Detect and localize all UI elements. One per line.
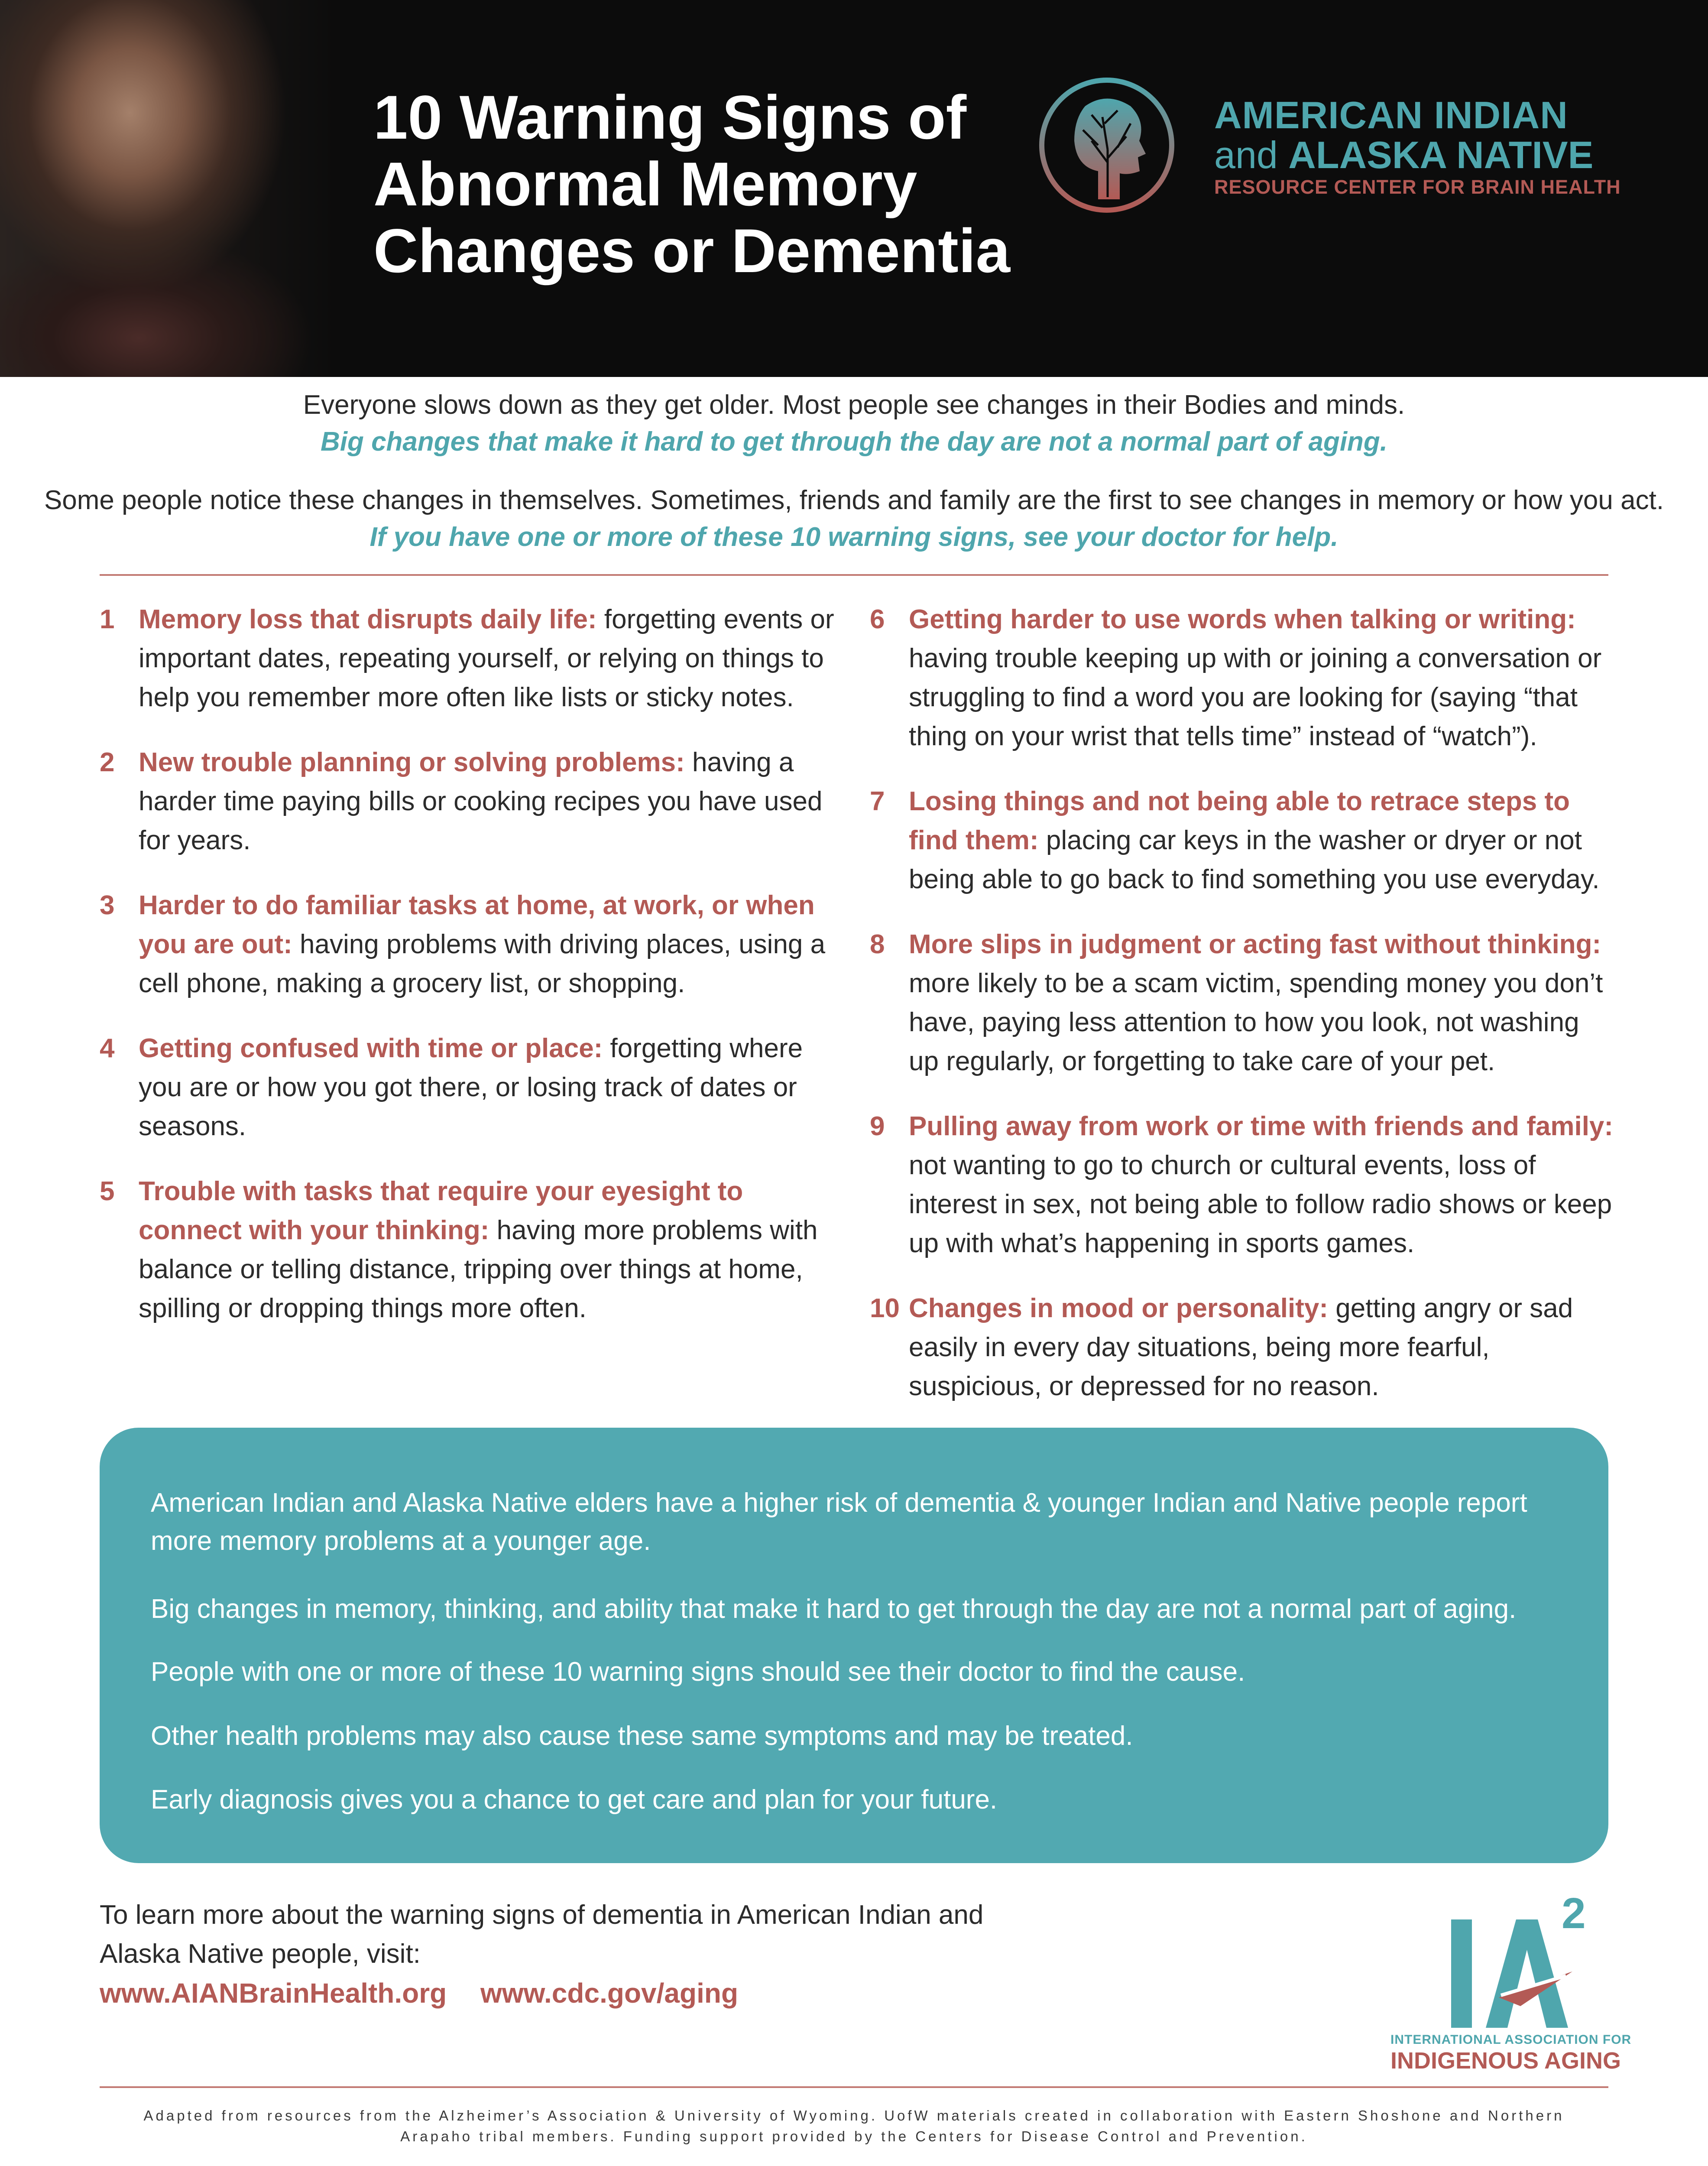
intro-line-1	[0, 386, 1708, 425]
intro-line-4	[0, 518, 1708, 557]
sign-number: 8	[870, 929, 885, 959]
intro-line-3	[0, 481, 1708, 520]
sign-heading: Losing things and not being able to retrace steps to find them:	[909, 786, 1570, 855]
sign-heading: Getting harder to use words when talking or writing:	[909, 604, 1576, 634]
sign-description: more likely to be a scam victim, spending money you don’t have, paying less attention to how you look, not washing up regularly, or forgetting to take care of your pet.	[909, 968, 1603, 1076]
intro-text-3: Some people notice these changes in themselves. Sometimes, friends and family are the first to see changes in memory or how you act.	[44, 485, 1664, 515]
sign-number: 3	[100, 890, 115, 920]
sign-item-8	[870, 925, 1615, 1081]
learn-more-text: To learn more about the warning signs of dementia in American Indian and Alaska Native people, visit:	[100, 1900, 984, 1969]
signs-right-column	[870, 600, 1615, 1432]
org-name-and: and	[1214, 133, 1289, 176]
svg-text:2: 2	[1562, 1893, 1586, 1938]
page-title	[373, 84, 1023, 285]
header-banner	[0, 0, 1708, 377]
sign-heading: Getting confused with time or place:	[139, 1033, 603, 1063]
ia-org-line-1: INTERNATIONAL ASSOCIATION FOR	[1390, 2033, 1632, 2047]
sign-item-4	[100, 1029, 845, 1146]
aian-brain-health-link[interactable]: www.AIANBrainHealth.org	[100, 1978, 447, 2009]
resource-links	[100, 1974, 764, 2013]
sign-number: 10	[870, 1293, 900, 1323]
sign-item-6	[870, 600, 1615, 756]
sign-number: 5	[100, 1176, 115, 1206]
sign-description: having problems with driving places, using a cell phone, making a grocery list, or shopping.	[139, 929, 826, 998]
title-line-2: Abnormal Memory	[373, 150, 917, 219]
title-line-3: Changes or Dementia	[373, 217, 1011, 286]
sign-number: 2	[100, 747, 115, 777]
sign-description: forgetting events or important dates, repeating yourself, or relying on things to help you remember more often like lists or sticky notes.	[139, 604, 834, 712]
sign-item-1	[100, 600, 845, 717]
sign-description: having more problems with balance or telling distance, tripping over things at home, spilling or dropping things more often.	[139, 1215, 818, 1323]
sign-number: 4	[100, 1033, 115, 1063]
key-facts-box	[100, 1428, 1608, 1863]
fact-4: Other health problems may also cause these same symptoms and may be treated.	[151, 1721, 1133, 1751]
fact-3: People with one or more of these 10 warning signs should see their doctor to find the cause.	[151, 1657, 1245, 1687]
cdc-aging-link[interactable]: www.cdc.gov/aging	[480, 1978, 739, 2009]
signs-left-column	[100, 600, 845, 1354]
elder-photo	[0, 0, 338, 377]
brain-tree-icon	[1037, 76, 1176, 214]
divider-bottom	[100, 2086, 1608, 2088]
sign-number: 9	[870, 1111, 885, 1141]
sign-description: forgetting where you are or how you got there, or losing track of dates or seasons.	[139, 1033, 803, 1141]
intro-line-2	[0, 422, 1708, 461]
org-name	[1214, 95, 1656, 199]
credits-line-2: Arapaho tribal members. Funding support provided by the Centers for Disease Control and Prevention.	[400, 2128, 1308, 2144]
sign-item-7	[870, 782, 1615, 899]
sign-heading: Harder to do familiar tasks at home, at work, or when you are out:	[139, 890, 815, 959]
fact-2: Big changes in memory, thinking, and ability that make it hard to get through the day are not a normal part of aging.	[151, 1594, 1517, 1624]
org-name-line-1: AMERICAN INDIAN	[1214, 94, 1568, 136]
sign-item-10	[870, 1289, 1615, 1406]
sign-heading: Trouble with tasks that require your eyesight to connect with your thinking:	[139, 1176, 743, 1245]
org-name-line-2	[1214, 135, 1656, 175]
fact-5: Early diagnosis gives you a chance to get care and plan for your future.	[151, 1785, 998, 1815]
ia-org-line-2: INDIGENOUS AGING	[1390, 2048, 1621, 2074]
sign-heading: More slips in judgment or acting fast without thinking:	[909, 929, 1601, 959]
divider-top	[100, 574, 1608, 576]
sign-number: 6	[870, 604, 885, 634]
sign-heading: New trouble planning or solving problems:	[139, 747, 685, 777]
sign-item-9	[870, 1107, 1615, 1263]
sign-number: 1	[100, 604, 115, 634]
org-name-alaska: ALASKA NATIVE	[1288, 133, 1594, 176]
sign-heading: Pulling away from work or time with friends and family:	[909, 1111, 1614, 1141]
aian-logo	[1037, 76, 1657, 214]
sign-heading: Memory loss that disrupts daily life:	[139, 604, 597, 634]
sign-item-5	[100, 1172, 845, 1328]
title-line-1: 10 Warning Signs of	[373, 83, 967, 152]
intro-text-2: Big changes that make it hard to get through the day are not a normal part of aging.	[320, 427, 1388, 457]
sign-description: placing car keys in the washer or dryer or not being able to go back to find something you use everyday.	[909, 825, 1600, 894]
credits-line-1: Adapted from resources from the Alzheimer’s Association & University of Wyoming. UofW materials created in collaboration with Eastern Shoshone and Northern	[143, 2108, 1565, 2124]
sign-description: getting angry or sad easily in every day situations, being more fearful, suspicious, or depressed for no reason.	[909, 1293, 1573, 1401]
sign-description: having trouble keeping up with or joining a conversation or struggling to find a word you are looking for (saying “that thing on your wrist that tells time” instead of “watch”).	[909, 643, 1602, 751]
sign-heading: Changes in mood or personality:	[909, 1293, 1328, 1323]
sign-item-2	[100, 743, 845, 860]
sign-item-3	[100, 886, 845, 1003]
sign-number: 7	[870, 786, 885, 816]
intro-text-1: Everyone slows down as they get older. Most people see changes in their Bodies and minds.	[303, 390, 1405, 420]
intro-text-4: If you have one or more of these 10 warning signs, see your doctor for help.	[369, 522, 1339, 552]
sign-description: not wanting to go to church or cultural events, loss of interest in sex, not being able to follow radio shows or keep up with what’s happening in sports games.	[909, 1150, 1612, 1258]
fact-1: American Indian and Alaska Native elders have a higher risk of dementia & younger Indian and Native people report more memory problems at a younger age.	[151, 1488, 1527, 1556]
sign-description: having a harder time paying bills or cooking recipes you have used for years.	[139, 747, 823, 855]
org-name-line-3: RESOURCE CENTER FOR BRAIN HEALTH	[1214, 176, 1621, 198]
